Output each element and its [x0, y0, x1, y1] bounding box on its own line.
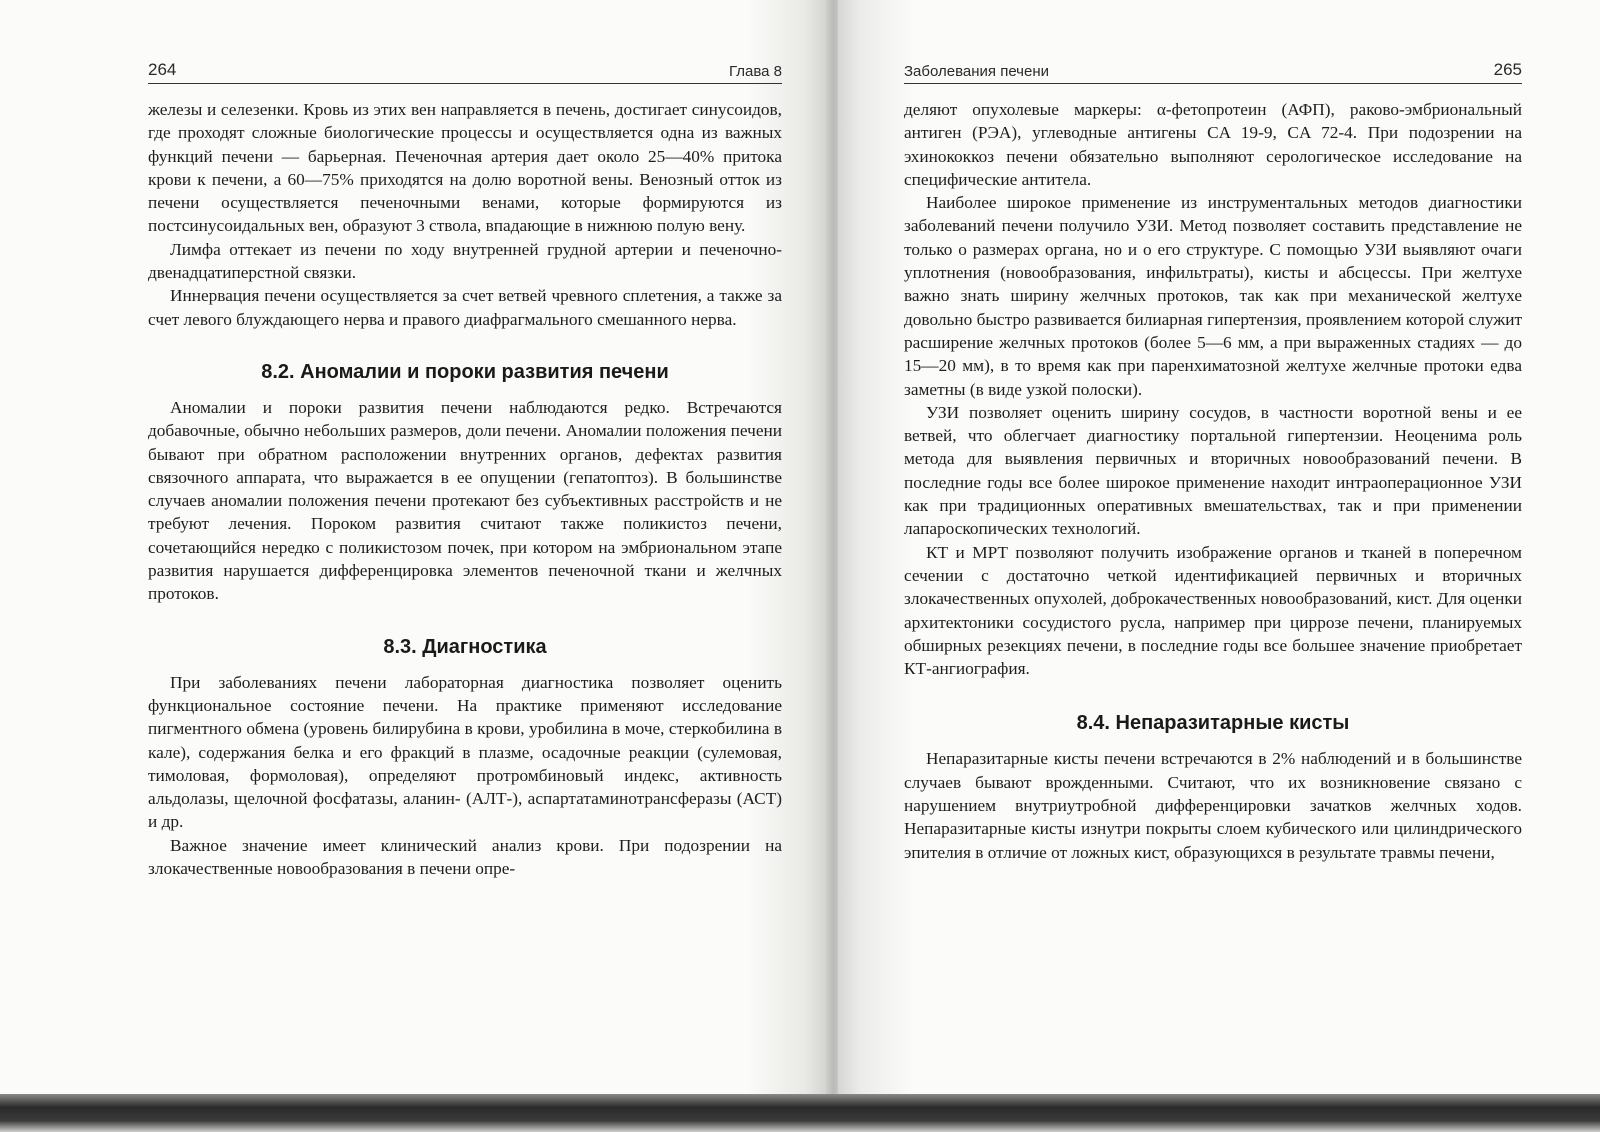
- right-running-head: Заболевания печени: [904, 63, 1049, 80]
- paragraph: При заболеваниях печени лабораторная диагностика позволяет оценить функциональное состояние печени. На практике применяют исследование пигментного обмена (уровень билирубина в крови, уробилина в моче, стеркобилина в кале), содержания белка и его фракций в плазме, осадочные реакции (сулемовая, тимоловая, формоловая), определяют протромбиновый индекс, активность альдолазы, щелочной фосфатазы, аланин- (АЛТ-), аспартатаминотрансферазы (АСТ) и др.: [148, 672, 782, 832]
- paragraph: Наиболее широкое применение из инструментальных методов диагностики заболеваний печени получило УЗИ. Метод позволяет составить представление не только о размерах органа, но и о его структуре. С помощью УЗИ выявляют очаги уплотнения (новообразования, инфильтраты), кисты и абсцессы. При желтухе важно знать ширину желчных протоков, так как при механической желтухе довольно быстро развивается билиарная гипертензия, проявлением которой служит расширение желчных протоков (более 5—6 мм, а при выраженных стадиях — до 15—20 мм), в то время как при паренхиматозной желтухе желчные протоки едва заметны (в виде узкой полоски).: [904, 193, 1522, 399]
- paragraph: Аномалии и пороки развития печени наблюдаются редко. Встречаются добавочные, обычно небольших размеров, доли печени. Аномалии положения печени бывают при обратном расположении внутренних органов, дефектах развития связочного аппарата, что выражается в ее опущении (гепатоптоз). В большинстве случаев аномалии положения печени протекают без субъективных расстройств и не требуют лечения. Пороком развития считают также поликистоз печени, сочетающийся нередко с поликистозом почек, при котором на эмбриональном этапе развития нарушается дифференцировка элементов печеночной ткани и желчных протоков.: [148, 397, 782, 604]
- left-page-number: 264: [148, 60, 177, 79]
- paragraph: железы и селезенки. Кровь из этих вен направляется в печень, достигает синусоидов, где проходят сложные биологические процессы и осуществляется одна из важных функций печени — барьерная. Печеночная артерия дает около 25—40% притока крови к печени, а 60—75% приходятся на долю воротной вены. Венозный отток из печени осуществляется печеночными венами, которые формируются из постсинусоидальных вен, образуют 3 ствола, впадающие в нижнюю полую вену.: [148, 100, 782, 236]
- paragraph: Иннервация печени осуществляется за счет ветвей чревного сплетения, а также за счет левого блуждающего нерва и правого диафрагмального смешанного нерва.: [148, 286, 782, 329]
- section-heading-8-4: 8.4. Непаразитарные кисты: [1076, 712, 1350, 735]
- right-running-header: [904, 60, 1522, 84]
- section-heading-8-3: 8.3. Диагностика: [383, 635, 547, 658]
- left-running-header: [148, 60, 782, 84]
- paragraph: Важное значение имеет клинический анализ крови. При подозрении на злокачественные новообразования в печени опре-: [148, 835, 782, 879]
- right-page-number: 265: [1493, 60, 1522, 79]
- paragraph: Непаразитарные кисты печени встречаются в 2% наблюдений и в большинстве случаев бывают врожденными. Считают, что их возникновение связано с нарушением внутриутробной дифференцировки зачатков желчных ходов. Непаразитарные кисты изнутри покрыты слоем кубического или цилиндрического эпителия в отличие от ложных кист, образующихся в результате травмы печени,: [904, 749, 1522, 862]
- paragraph: УЗИ позволяет оценить ширину сосудов, в частности воротной вены и ее ветвей, что облегчает диагностику портальной гипертензии. Неоценима роль метода для выявления первичных и вторичных новообразований печени. В последние годы все более широкое применение находит интраоперационное УЗИ как при традиционных оперативных вмешательствах, так и при применении лапароскопических технологий.: [904, 402, 1522, 539]
- section-heading-8-2: 8.2. Аномалии и пороки развития печени: [261, 360, 669, 383]
- right-page: [838, 0, 1600, 1100]
- paragraph: деляют опухолевые маркеры: α-фетопротеин (АФП), раково-эмбриональный антиген (РЭА), углеводные антигены CA 19-9, CA 72-4. При подозрении на эхинококкоз печени обязательно выполняют серологическое исследование на специфические антитела.: [904, 100, 1522, 189]
- scan-bottom-shadow: [0, 1094, 1600, 1132]
- left-running-head: Глава 8: [728, 63, 782, 80]
- paragraph: КТ и МРТ позволяют получить изображение органов и тканей в поперечном сечении с достаточно четкой идентификацией первичных и вторичных злокачественных опухолей, доброкачественных новообразований, кист. Для оценки архитектоники сосудистого русла, например при циррозе печени, планируемых обширных резекциях печени, в последние годы все большее значение приобретает КТ-ангиография.: [904, 542, 1522, 679]
- paragraph: Лимфа оттекает из печени по ходу внутренней грудной артерии и печеночно-двенадцатиперстной связки.: [148, 239, 782, 283]
